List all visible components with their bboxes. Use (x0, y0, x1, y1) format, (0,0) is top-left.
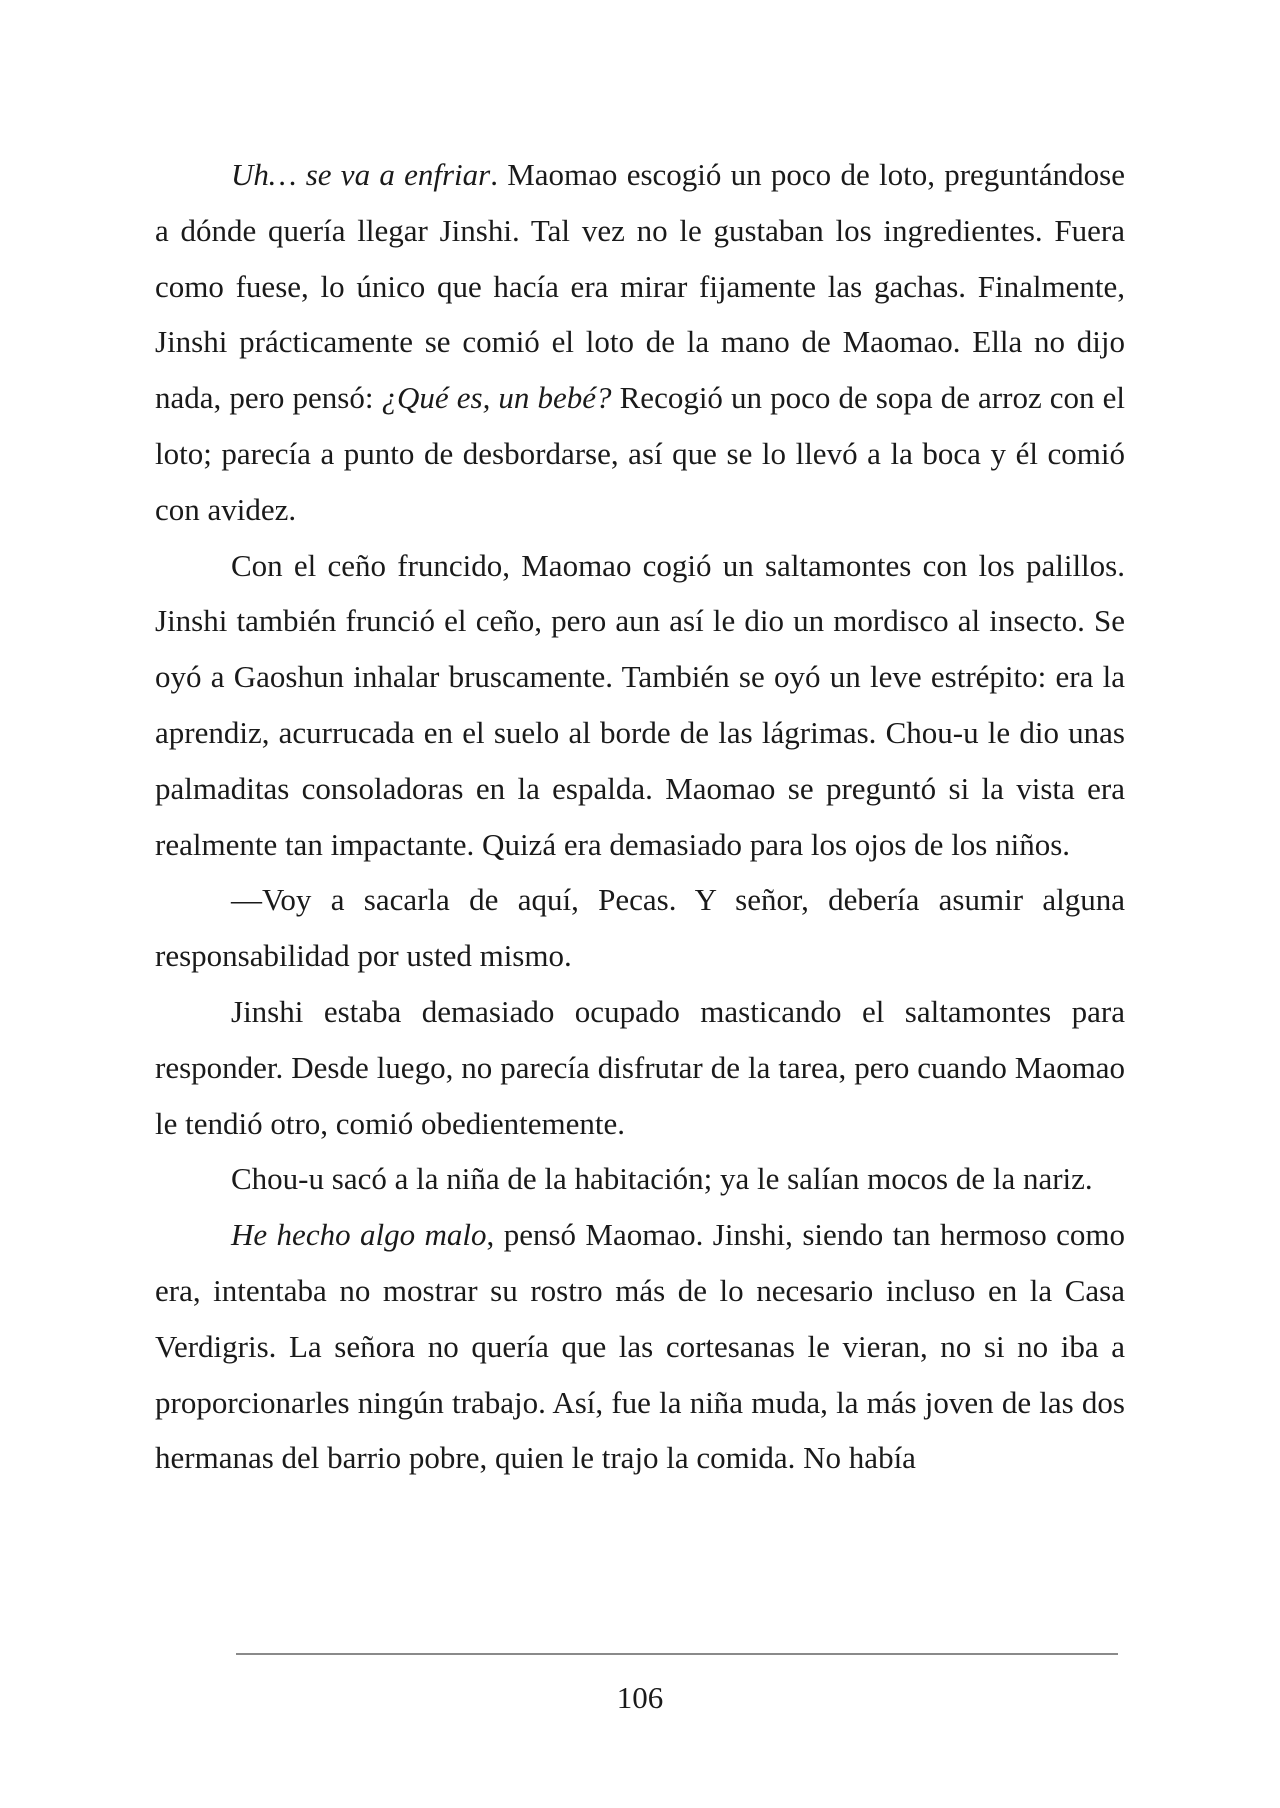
paragraph-6-segment-1: He hecho algo malo (231, 1217, 487, 1253)
paragraph-5-segment-1: Chou-u sacó a la niña de la habitación; ya le salían mocos de la nariz. (231, 1161, 1093, 1197)
paragraph-4-segment-1: Jinshi estaba demasiado ocupado masticando el saltamontes para responder. Desde luego, no parecía disfrutar de la tarea, pero cuando Maomao le tendió otro, comió obedientemente. (155, 993, 1125, 1141)
paragraph-1-segment-3: ¿Qué es, un bebé? (381, 380, 612, 416)
paragraph-1-segment-1: Uh… se va a enfriar (231, 157, 491, 192)
paragraph-3-segment-1: —Voy a sacarla de aquí, Pecas. Y señor, debería asumir alguna responsabilidad por usted mismo. (155, 882, 1125, 974)
page-number: 106 (616, 1680, 664, 1715)
paragraph-6 (155, 1207, 1125, 1486)
paragraph-4 (155, 984, 1125, 1151)
paragraph-5 (155, 1151, 1125, 1207)
paragraph-3 (155, 872, 1125, 984)
footer-divider (236, 1653, 1118, 1655)
paragraph-2-segment-1: Con el ceño fruncido, Maomao cogió un saltamontes con los palillos. Jinshi también frunció el ceño, pero aun así le dio un mordisco al insecto. Se oyó a Gaoshun inhalar bruscamente. También se oyó un leve estrépito: era la aprendiz, acurrucada en el suelo al borde de las lágrimas. Chou-u le dio unas palmaditas consoladoras en la espalda. Maomao se preguntó si la vista era realmente tan impactante. Quizá era demasiado para los ojos de los niños. (155, 547, 1125, 862)
paragraph-1-segment-4: Recogió un poco de sopa de arroz con el loto; parecía a punto de desbordarse, así que se lo llevó a la boca y él comió con avidez. (155, 380, 1125, 527)
paragraph-2 (155, 538, 1125, 873)
paragraph-1-segment-2: . Maomao escogió un poco de loto, preguntándose a dónde quería llegar Jinshi. Tal vez no le gustaban los ingredientes. Fuera como fuese, lo único que hacía era mirar fijamente las gachas. Finalmente, Jinshi prácticamente se comió el loto de la mano de Maomao. Ella no dijo nada, pero pensó: (155, 157, 1125, 416)
paragraph-6-segment-2: , pensó Maomao. Jinshi, siendo tan hermoso como era, intentaba no mostrar su rostro más de lo necesario incluso en la Casa Verdigris. La señora no quería que las cortesanas le vieran, no si no iba a proporcionarles ningún trabajo. Así, fue la niña muda, la más joven de las dos hermanas del barrio pobre, quien le trajo la comida. No había (155, 1217, 1126, 1476)
paragraph-1 (155, 147, 1125, 538)
body-text (155, 147, 1125, 1486)
